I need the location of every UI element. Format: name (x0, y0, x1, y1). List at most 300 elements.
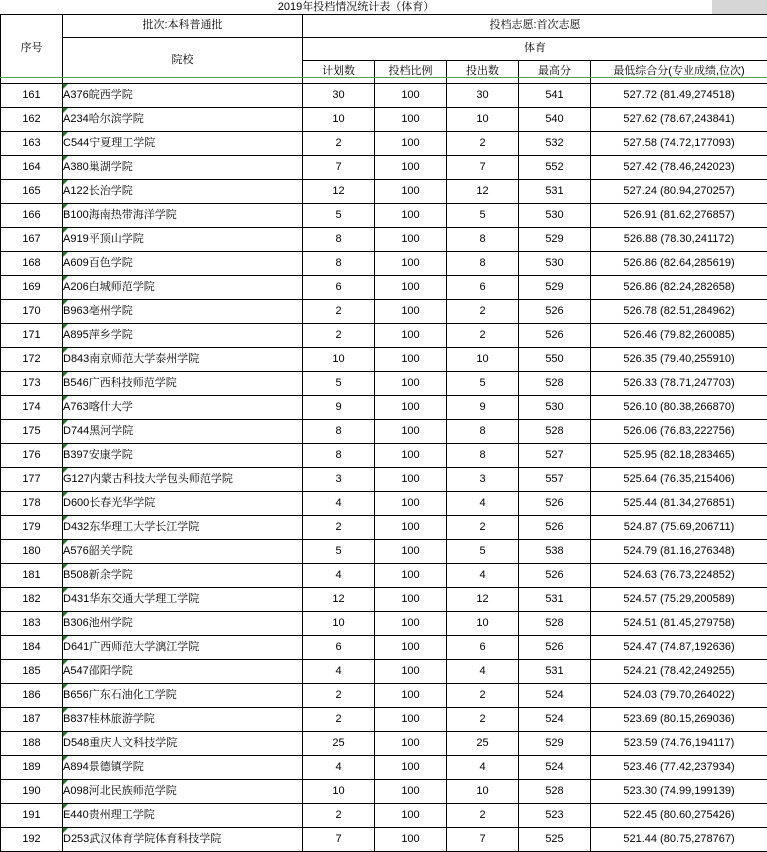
cell-ratio[interactable]: 100 (375, 324, 447, 348)
table-row[interactable] (1, 564, 767, 588)
cell-low[interactable]: 527.62 (78.67,243841) (591, 108, 767, 132)
cell-out[interactable]: 4 (447, 564, 519, 588)
error-marker-icon (63, 396, 68, 401)
cell-low[interactable]: 523.46 (77.42,237934) (591, 756, 767, 780)
cell-school[interactable]: A894景德镇学院 (63, 756, 303, 780)
cell-high[interactable]: 524 (519, 756, 591, 780)
cell-out[interactable]: 3 (447, 468, 519, 492)
table-row[interactable] (1, 708, 767, 732)
cell-plan[interactable]: 9 (303, 396, 375, 420)
cell-high[interactable]: 525 (519, 828, 591, 852)
cell-high[interactable]: 526 (519, 324, 591, 348)
error-marker-icon (63, 660, 68, 665)
cell-seq[interactable]: 171 (1, 324, 63, 348)
cell-school[interactable]: B100海南热带海洋学院 (63, 204, 303, 228)
table-row[interactable] (1, 348, 767, 372)
cell-ratio[interactable]: 100 (375, 372, 447, 396)
table-row[interactable] (1, 804, 767, 828)
cell-seq[interactable]: 166 (1, 204, 63, 228)
cell-seq[interactable]: 176 (1, 444, 63, 468)
table-row[interactable] (1, 588, 767, 612)
cell-low[interactable]: 527.24 (80.94,270257) (591, 180, 767, 204)
cell-plan[interactable]: 10 (303, 780, 375, 804)
cell-school[interactable]: A376皖西学院 (63, 84, 303, 108)
cell-plan[interactable]: 5 (303, 204, 375, 228)
column-header-volunteer: 投档志愿:首次志愿 (303, 15, 767, 38)
header-row-1 (1, 15, 767, 38)
error-marker-icon (63, 612, 68, 617)
cell-school[interactable]: A206白城师范学院 (63, 276, 303, 300)
error-marker-icon (63, 636, 68, 641)
error-marker-icon (63, 444, 68, 449)
cell-plan[interactable]: 6 (303, 276, 375, 300)
table-row[interactable] (1, 540, 767, 564)
cell-high[interactable]: 527 (519, 444, 591, 468)
cell-seq[interactable]: 168 (1, 252, 63, 276)
cell-school[interactable]: D843南京师范大学泰州学院 (63, 348, 303, 372)
cell-seq[interactable]: 179 (1, 516, 63, 540)
column-header-out: 投出数 (447, 61, 519, 84)
column-header-school: 院校 (63, 38, 303, 84)
cell-high[interactable]: 526 (519, 636, 591, 660)
cell-low[interactable]: 526.33 (78.71,247703) (591, 372, 767, 396)
cell-ratio[interactable]: 100 (375, 732, 447, 756)
cell-school[interactable]: A547邵阳学院 (63, 660, 303, 684)
table-row[interactable] (1, 756, 767, 780)
cell-plan[interactable]: 2 (303, 708, 375, 732)
cell-high[interactable]: 550 (519, 348, 591, 372)
error-marker-icon (63, 468, 68, 473)
cell-high[interactable]: 528 (519, 612, 591, 636)
cell-out[interactable]: 8 (447, 420, 519, 444)
cell-ratio[interactable]: 100 (375, 204, 447, 228)
table-row[interactable] (1, 372, 767, 396)
cell-plan[interactable]: 2 (303, 324, 375, 348)
cell-out[interactable]: 25 (447, 732, 519, 756)
cell-ratio[interactable]: 100 (375, 612, 447, 636)
cell-high[interactable]: 529 (519, 732, 591, 756)
cell-low[interactable]: 524.51 (81.45,279758) (591, 612, 767, 636)
table-body (1, 84, 767, 852)
cell-out[interactable]: 10 (447, 108, 519, 132)
error-marker-icon (63, 564, 68, 569)
cell-seq[interactable]: 180 (1, 540, 63, 564)
cell-seq[interactable]: 191 (1, 804, 63, 828)
cell-ratio[interactable]: 100 (375, 228, 447, 252)
cell-low[interactable]: 525.95 (82.18,283465) (591, 444, 767, 468)
column-header-plan: 计划数 (303, 61, 375, 84)
table-row[interactable] (1, 492, 767, 516)
cell-low[interactable]: 526.06 (76.83,222756) (591, 420, 767, 444)
cell-out[interactable]: 8 (447, 228, 519, 252)
cell-seq[interactable]: 188 (1, 732, 63, 756)
cell-low[interactable]: 526.35 (79.40,255910) (591, 348, 767, 372)
cell-plan[interactable]: 10 (303, 108, 375, 132)
cell-school[interactable]: D253武汉体育学院体育科技学院 (63, 828, 303, 852)
cell-plan[interactable]: 2 (303, 516, 375, 540)
error-marker-icon (63, 228, 68, 233)
cell-out[interactable]: 10 (447, 612, 519, 636)
table-row[interactable] (1, 252, 767, 276)
cell-school[interactable]: D744黑河学院 (63, 420, 303, 444)
cell-school[interactable]: G127内蒙古科技大学包头师范学院 (63, 468, 303, 492)
error-marker-icon (63, 180, 68, 185)
cell-high[interactable]: 531 (519, 588, 591, 612)
cell-high[interactable]: 552 (519, 156, 591, 180)
table-row[interactable] (1, 228, 767, 252)
cell-seq[interactable]: 181 (1, 564, 63, 588)
cell-seq[interactable]: 162 (1, 108, 63, 132)
cell-out[interactable]: 8 (447, 252, 519, 276)
cell-out[interactable]: 12 (447, 180, 519, 204)
cell-out[interactable]: 12 (447, 588, 519, 612)
cell-plan[interactable]: 4 (303, 756, 375, 780)
cell-plan[interactable]: 3 (303, 468, 375, 492)
cell-ratio[interactable]: 100 (375, 108, 447, 132)
cell-ratio[interactable]: 100 (375, 492, 447, 516)
cell-seq[interactable]: 183 (1, 612, 63, 636)
cell-low[interactable]: 522.45 (80.60,275426) (591, 804, 767, 828)
cell-seq[interactable]: 173 (1, 372, 63, 396)
cell-low[interactable]: 524.47 (74.87,192636) (591, 636, 767, 660)
cell-ratio[interactable]: 100 (375, 156, 447, 180)
cell-high[interactable]: 526 (519, 300, 591, 324)
cell-plan[interactable]: 5 (303, 372, 375, 396)
cell-seq[interactable]: 174 (1, 396, 63, 420)
cell-seq[interactable]: 189 (1, 756, 63, 780)
error-marker-icon (63, 756, 68, 761)
cell-seq[interactable]: 184 (1, 636, 63, 660)
table-row[interactable] (1, 204, 767, 228)
cell-high[interactable]: 540 (519, 108, 591, 132)
spreadsheet-chrome-strip (712, 0, 767, 14)
cell-out[interactable]: 5 (447, 204, 519, 228)
cell-school[interactable]: A122长治学院 (63, 180, 303, 204)
cell-high[interactable]: 528 (519, 780, 591, 804)
error-marker-icon (63, 780, 68, 785)
cell-low[interactable]: 524.57 (75.29,200589) (591, 588, 767, 612)
cell-school[interactable]: A234哈尔滨学院 (63, 108, 303, 132)
cell-seq[interactable]: 175 (1, 420, 63, 444)
cell-seq[interactable]: 165 (1, 180, 63, 204)
cell-school[interactable]: D431华东交通大学理工学院 (63, 588, 303, 612)
cell-seq[interactable]: 161 (1, 84, 63, 108)
table-row[interactable] (1, 180, 767, 204)
cell-high[interactable]: 529 (519, 228, 591, 252)
cell-high[interactable]: 531 (519, 660, 591, 684)
cell-out[interactable]: 4 (447, 660, 519, 684)
table-row[interactable] (1, 660, 767, 684)
cell-out[interactable]: 6 (447, 276, 519, 300)
cell-seq[interactable]: 190 (1, 780, 63, 804)
cell-low[interactable]: 523.30 (74.99,199139) (591, 780, 767, 804)
cell-plan[interactable]: 7 (303, 828, 375, 852)
cell-out[interactable]: 8 (447, 444, 519, 468)
cell-school[interactable]: C544宁夏理工学院 (63, 132, 303, 156)
cell-low[interactable]: 526.10 (80.38,266870) (591, 396, 767, 420)
cell-school[interactable]: B837桂林旅游学院 (63, 708, 303, 732)
table-row[interactable] (1, 396, 767, 420)
cell-plan[interactable]: 25 (303, 732, 375, 756)
cell-high[interactable]: 526 (519, 564, 591, 588)
cell-ratio[interactable]: 100 (375, 84, 447, 108)
table-row[interactable] (1, 684, 767, 708)
cell-seq[interactable]: 185 (1, 660, 63, 684)
cell-ratio[interactable]: 100 (375, 828, 447, 852)
table-row[interactable] (1, 732, 767, 756)
cell-plan[interactable]: 2 (303, 804, 375, 828)
error-marker-icon (63, 156, 68, 161)
cell-seq[interactable]: 169 (1, 276, 63, 300)
cell-high[interactable]: 531 (519, 180, 591, 204)
error-marker-icon (63, 276, 68, 281)
cell-plan[interactable]: 2 (303, 684, 375, 708)
table-row[interactable] (1, 324, 767, 348)
cell-out[interactable]: 7 (447, 828, 519, 852)
cell-out[interactable]: 9 (447, 396, 519, 420)
cell-ratio[interactable]: 100 (375, 132, 447, 156)
cell-seq[interactable]: 178 (1, 492, 63, 516)
error-marker-icon (63, 492, 68, 497)
cell-ratio[interactable]: 100 (375, 636, 447, 660)
error-marker-icon (63, 84, 68, 89)
cell-seq[interactable]: 187 (1, 708, 63, 732)
cell-plan[interactable]: 30 (303, 84, 375, 108)
cell-low[interactable]: 526.86 (82.64,285619) (591, 252, 767, 276)
header-row-2 (1, 38, 767, 61)
cell-ratio[interactable]: 100 (375, 708, 447, 732)
cell-high[interactable]: 528 (519, 372, 591, 396)
cell-out[interactable]: 2 (447, 684, 519, 708)
cell-plan[interactable]: 2 (303, 300, 375, 324)
cell-high[interactable]: 530 (519, 252, 591, 276)
cell-seq[interactable]: 163 (1, 132, 63, 156)
error-marker-icon (63, 132, 68, 137)
cell-seq[interactable]: 177 (1, 468, 63, 492)
cell-out[interactable]: 5 (447, 540, 519, 564)
cell-seq[interactable]: 164 (1, 156, 63, 180)
error-marker-icon (63, 372, 68, 377)
cell-low[interactable]: 526.86 (82.24,282658) (591, 276, 767, 300)
cell-out[interactable]: 2 (447, 132, 519, 156)
cell-school[interactable]: B546广西科技师范学院 (63, 372, 303, 396)
cell-high[interactable]: 524 (519, 708, 591, 732)
error-marker-icon (63, 804, 68, 809)
cell-out[interactable]: 4 (447, 492, 519, 516)
cell-low[interactable]: 525.64 (76.35,215406) (591, 468, 767, 492)
cell-low[interactable]: 527.42 (78.46,242023) (591, 156, 767, 180)
table-row[interactable] (1, 276, 767, 300)
cell-school[interactable]: A895萍乡学院 (63, 324, 303, 348)
table-row[interactable] (1, 420, 767, 444)
cell-school[interactable]: E440贵州理工学院 (63, 804, 303, 828)
cell-out[interactable]: 6 (447, 636, 519, 660)
cell-high[interactable]: 530 (519, 204, 591, 228)
cell-plan[interactable]: 12 (303, 588, 375, 612)
cell-high[interactable]: 538 (519, 540, 591, 564)
cell-out[interactable]: 2 (447, 516, 519, 540)
error-marker-icon (63, 828, 68, 833)
cell-school[interactable]: A919平顶山学院 (63, 228, 303, 252)
cell-plan[interactable]: 10 (303, 348, 375, 372)
cell-ratio[interactable]: 100 (375, 444, 447, 468)
cell-ratio[interactable]: 100 (375, 588, 447, 612)
page-title: 2019年投档情况统计表（体育） (0, 0, 712, 14)
error-marker-icon (63, 588, 68, 593)
cell-high[interactable]: 524 (519, 684, 591, 708)
cell-school[interactable]: D641广西师范大学漓江学院 (63, 636, 303, 660)
cell-ratio[interactable]: 100 (375, 180, 447, 204)
cell-high[interactable]: 526 (519, 492, 591, 516)
cell-plan[interactable]: 10 (303, 612, 375, 636)
error-marker-icon (63, 348, 68, 353)
cell-out[interactable]: 5 (447, 372, 519, 396)
cell-high[interactable]: 557 (519, 468, 591, 492)
cell-school[interactable]: A763喀什大学 (63, 396, 303, 420)
cell-low[interactable]: 526.78 (82.51,284962) (591, 300, 767, 324)
cell-ratio[interactable]: 100 (375, 684, 447, 708)
cell-out[interactable]: 2 (447, 708, 519, 732)
cell-low[interactable]: 524.21 (78.42,249255) (591, 660, 767, 684)
table-row[interactable] (1, 84, 767, 108)
cell-seq[interactable]: 172 (1, 348, 63, 372)
cell-high[interactable]: 529 (519, 276, 591, 300)
cell-out[interactable]: 10 (447, 780, 519, 804)
cell-seq[interactable]: 167 (1, 228, 63, 252)
error-marker-icon (63, 252, 68, 257)
cell-high[interactable]: 541 (519, 84, 591, 108)
table-row[interactable] (1, 828, 767, 852)
cell-school[interactable]: D548重庆人文科技学院 (63, 732, 303, 756)
cell-school[interactable]: A380巢湖学院 (63, 156, 303, 180)
cell-school[interactable]: B656广东石油化工学院 (63, 684, 303, 708)
cell-seq[interactable]: 192 (1, 828, 63, 852)
cell-low[interactable]: 524.79 (81.16,276348) (591, 540, 767, 564)
cell-plan[interactable]: 8 (303, 420, 375, 444)
cell-low[interactable]: 523.69 (80.15,269036) (591, 708, 767, 732)
cell-low[interactable]: 524.87 (75.69,206711) (591, 516, 767, 540)
error-marker-icon (63, 324, 68, 329)
cell-plan[interactable]: 6 (303, 636, 375, 660)
cell-low[interactable]: 527.58 (74.72,177093) (591, 132, 767, 156)
cell-low[interactable]: 523.59 (74.76,194117) (591, 732, 767, 756)
table-row[interactable] (1, 444, 767, 468)
cell-ratio[interactable]: 100 (375, 780, 447, 804)
table-row[interactable] (1, 108, 767, 132)
cell-ratio[interactable]: 100 (375, 756, 447, 780)
error-marker-icon (63, 540, 68, 545)
cell-ratio[interactable]: 100 (375, 396, 447, 420)
header-selection-line (0, 77, 767, 78)
cell-ratio[interactable]: 100 (375, 276, 447, 300)
cell-ratio[interactable]: 100 (375, 540, 447, 564)
cell-out[interactable]: 7 (447, 156, 519, 180)
cell-ratio[interactable]: 100 (375, 660, 447, 684)
cell-seq[interactable]: 182 (1, 588, 63, 612)
cell-high[interactable]: 528 (519, 420, 591, 444)
cell-plan[interactable]: 7 (303, 156, 375, 180)
table-row[interactable] (1, 780, 767, 804)
table-row[interactable] (1, 132, 767, 156)
cell-low[interactable]: 526.46 (79.82,260085) (591, 324, 767, 348)
cell-low[interactable]: 527.72 (81.49,274518) (591, 84, 767, 108)
cell-low[interactable]: 521.44 (80.75,278767) (591, 828, 767, 852)
cell-school[interactable]: A576韶关学院 (63, 540, 303, 564)
cell-out[interactable]: 30 (447, 84, 519, 108)
cell-plan[interactable]: 5 (303, 540, 375, 564)
cell-school[interactable]: B306池州学院 (63, 612, 303, 636)
table-row[interactable] (1, 300, 767, 324)
cell-school[interactable]: B397安康学院 (63, 444, 303, 468)
cell-ratio[interactable]: 100 (375, 468, 447, 492)
cell-out[interactable]: 2 (447, 324, 519, 348)
table-row[interactable] (1, 636, 767, 660)
cell-out[interactable]: 10 (447, 348, 519, 372)
cell-high[interactable]: 532 (519, 132, 591, 156)
error-marker-icon (63, 684, 68, 689)
table-header (1, 15, 767, 84)
column-header-seq: 序号 (1, 15, 63, 84)
cell-low[interactable]: 524.63 (76.73,224852) (591, 564, 767, 588)
cell-out[interactable]: 4 (447, 756, 519, 780)
table-row[interactable] (1, 612, 767, 636)
cell-school[interactable]: B508新余学院 (63, 564, 303, 588)
cell-school[interactable]: A609百色学院 (63, 252, 303, 276)
column-header-low: 最低综合分(专业成绩,位次) (591, 61, 767, 84)
cell-ratio[interactable]: 100 (375, 564, 447, 588)
cell-low[interactable]: 524.03 (79.70,264022) (591, 684, 767, 708)
cell-plan[interactable]: 8 (303, 228, 375, 252)
cell-school[interactable]: D432东华理工大学长江学院 (63, 516, 303, 540)
table-row[interactable] (1, 468, 767, 492)
error-marker-icon (63, 420, 68, 425)
error-marker-icon (63, 108, 68, 113)
cell-plan[interactable]: 2 (303, 132, 375, 156)
column-header-subject: 体育 (303, 38, 767, 61)
cell-high[interactable]: 530 (519, 396, 591, 420)
cell-school[interactable]: D600长春光华学院 (63, 492, 303, 516)
error-marker-icon (63, 708, 68, 713)
cell-out[interactable]: 2 (447, 804, 519, 828)
cell-seq[interactable]: 170 (1, 300, 63, 324)
cell-low[interactable]: 525.44 (81.34,276851) (591, 492, 767, 516)
cell-low[interactable]: 526.91 (81.62,276857) (591, 204, 767, 228)
cell-ratio[interactable]: 100 (375, 300, 447, 324)
cell-ratio[interactable]: 100 (375, 348, 447, 372)
cell-plan[interactable]: 4 (303, 492, 375, 516)
cell-school[interactable]: B963亳州学院 (63, 300, 303, 324)
error-marker-icon (63, 204, 68, 209)
cell-high[interactable]: 523 (519, 804, 591, 828)
cell-ratio[interactable]: 100 (375, 804, 447, 828)
cell-plan[interactable]: 4 (303, 564, 375, 588)
cell-seq[interactable]: 186 (1, 684, 63, 708)
cell-ratio[interactable]: 100 (375, 516, 447, 540)
cell-ratio[interactable]: 100 (375, 252, 447, 276)
cell-out[interactable]: 2 (447, 300, 519, 324)
cell-plan[interactable]: 8 (303, 252, 375, 276)
table-row[interactable] (1, 516, 767, 540)
cell-low[interactable]: 526.88 (78.30,241172) (591, 228, 767, 252)
error-marker-icon (63, 300, 68, 305)
table-row[interactable] (1, 156, 767, 180)
cell-high[interactable]: 526 (519, 516, 591, 540)
cell-school[interactable]: A098河北民族师范学院 (63, 780, 303, 804)
cell-plan[interactable]: 12 (303, 180, 375, 204)
cell-plan[interactable]: 8 (303, 444, 375, 468)
cell-plan[interactable]: 4 (303, 660, 375, 684)
cell-ratio[interactable]: 100 (375, 420, 447, 444)
